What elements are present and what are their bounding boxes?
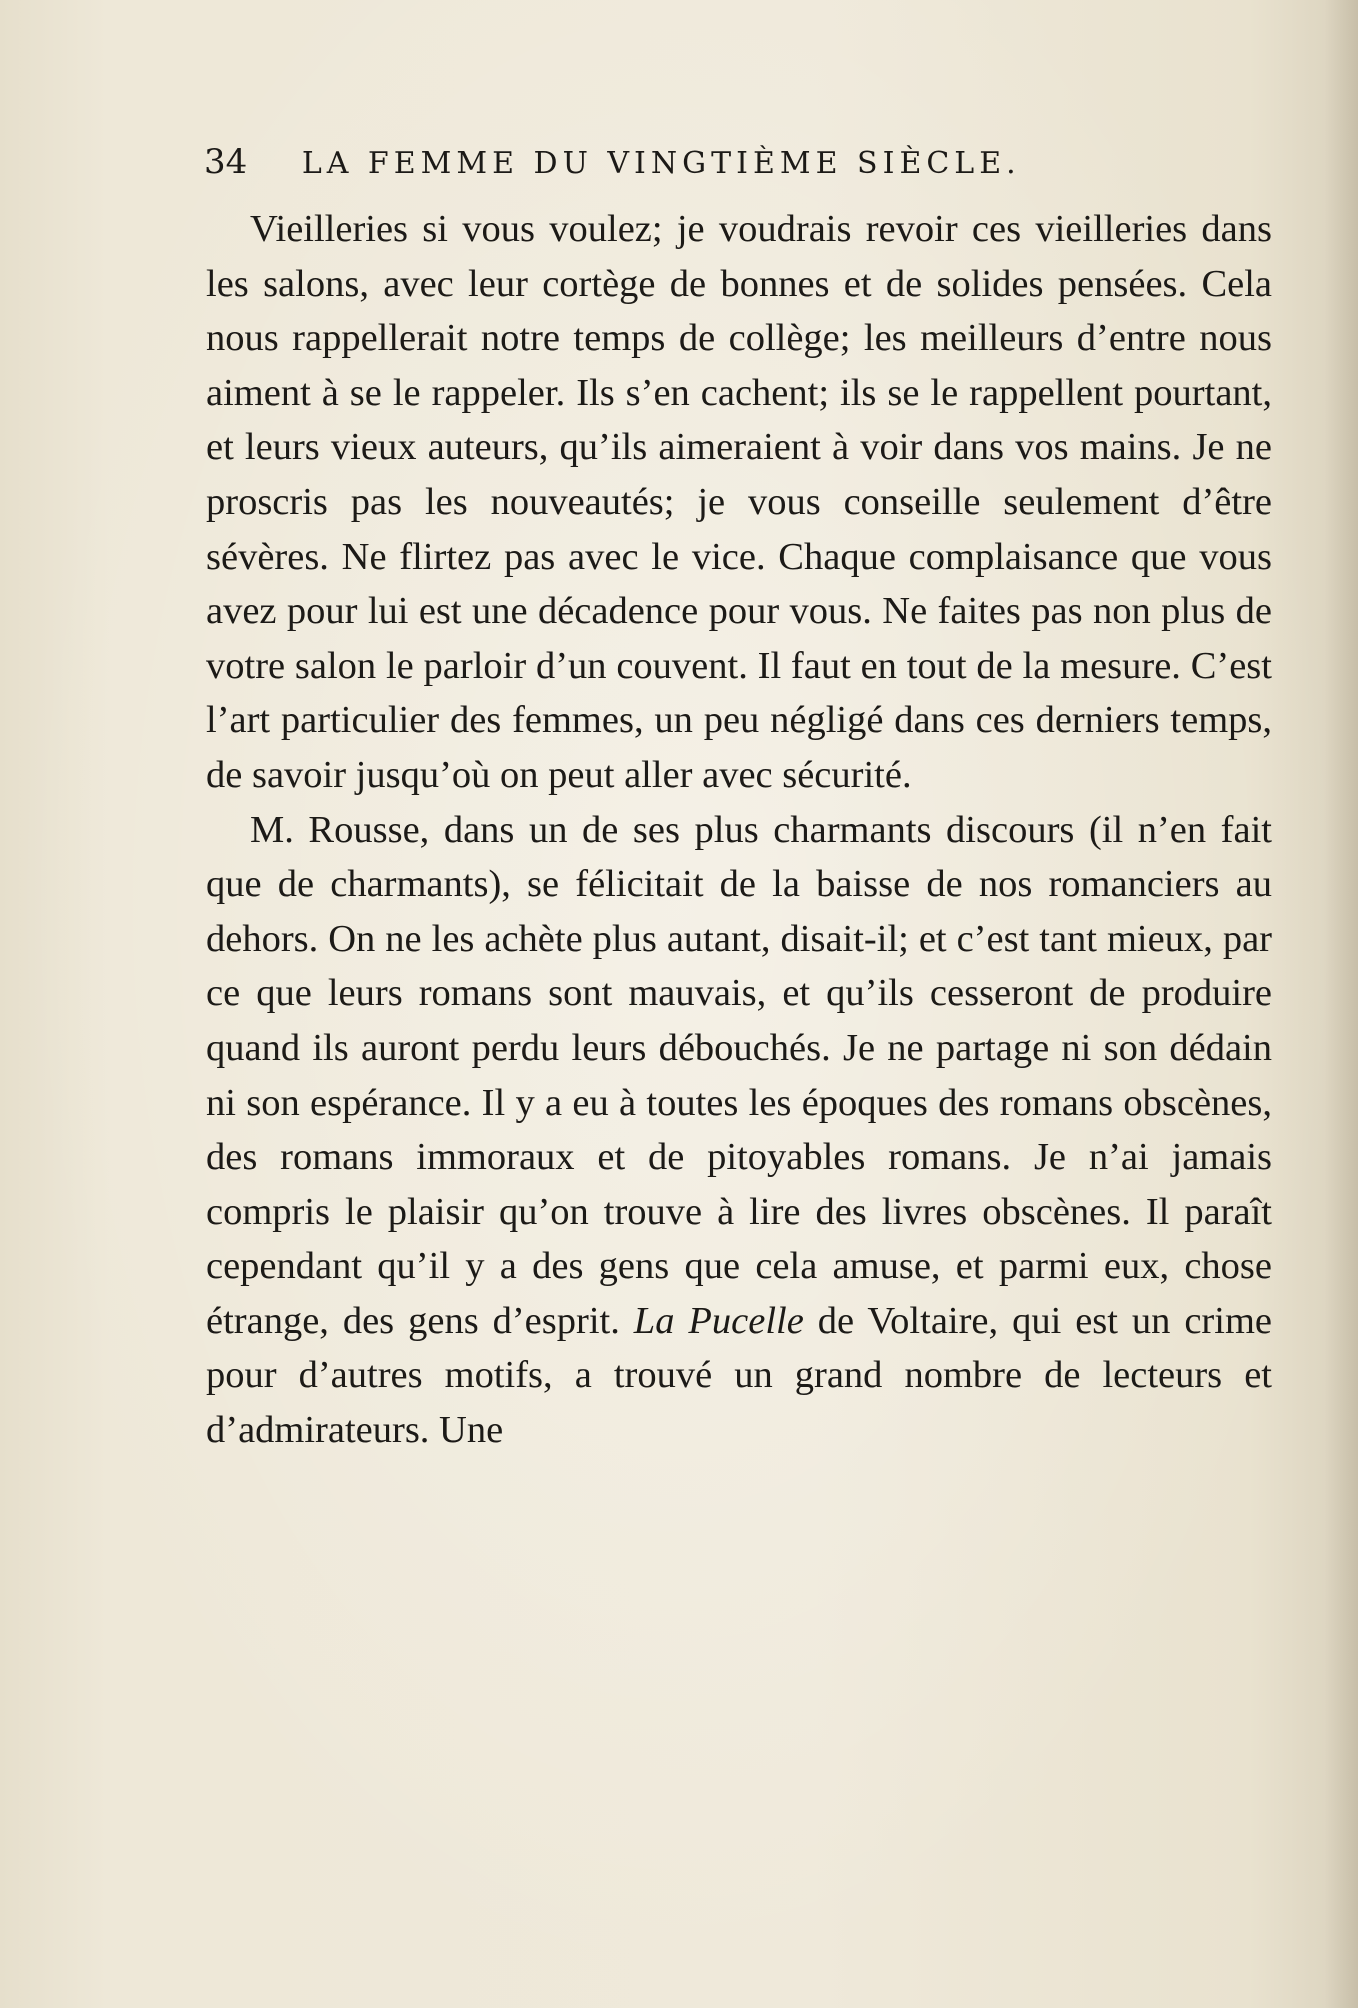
running-title: LA FEMME DU VINGTIÈME SIÈCLE. [301, 146, 1021, 181]
running-head [204, 138, 1144, 186]
page-number: 34 [204, 142, 248, 182]
page-edge-shadow [1324, 0, 1358, 2008]
book-title-italic: La Pucelle [633, 1299, 804, 1342]
paragraph-2-text-before: M. Rousse, dans un de ses plus charmants discours (il n’en fait que de charmants), se félicitait de la baisse de nos romanciers au dehors. On ne les achète plus autant, disait-il; et c’est tant mieux, par ce que leurs romans sont mauvais, et qu’ils cesseront de produire quand ils auront perdu leurs débouchés. Je ne partage ni son dédain ni son espérance. Il y a eu à toutes les époques des romans obscènes, des romans immoraux et de pitoyables romans. Je n’ai jamais compris le plaisir qu’on trouve à lire des livres obscènes. Il paraît cependant qu’il y a des gens que cela amuse, et parmi eux, chose étrange, des gens d’esprit. [206, 808, 1272, 1342]
body-text [206, 202, 1272, 1458]
paragraph-2 [206, 803, 1272, 1458]
paragraph-2-text-after: de Voltaire, qui est un crime pour d’autres motifs, a trouvé un grand nombre de lecteurs et d’admirateurs. Une [206, 1299, 1272, 1452]
paragraph-1: Vieilleries si vous voulez; je voudrais revoir ces vieilleries dans les salons, avec leur cortège de bonnes et de solides pensées. Cela nous rappellerait notre temps de collège; les meilleurs d’entre nous aiment à se le rappeler. Ils s’en cachent; ils se le rappellent pourtant, et leurs vieux auteurs, qu’ils aimeraient à voir dans vos mains. Je ne proscris pas les nouveautés; je vous conseille seulement d’être sévères. Ne flirtez pas avec le vice. Chaque complaisance que vous avez pour lui est une décadence pour vous. Ne faites pas non plus de votre salon le parloir d’un couvent. Il faut en tout de la mesure. C’est l’art particulier des femmes, un peu négligé dans ces derniers temps, de savoir jusqu’où on peut aller avec sécurité. [206, 208, 1272, 796]
